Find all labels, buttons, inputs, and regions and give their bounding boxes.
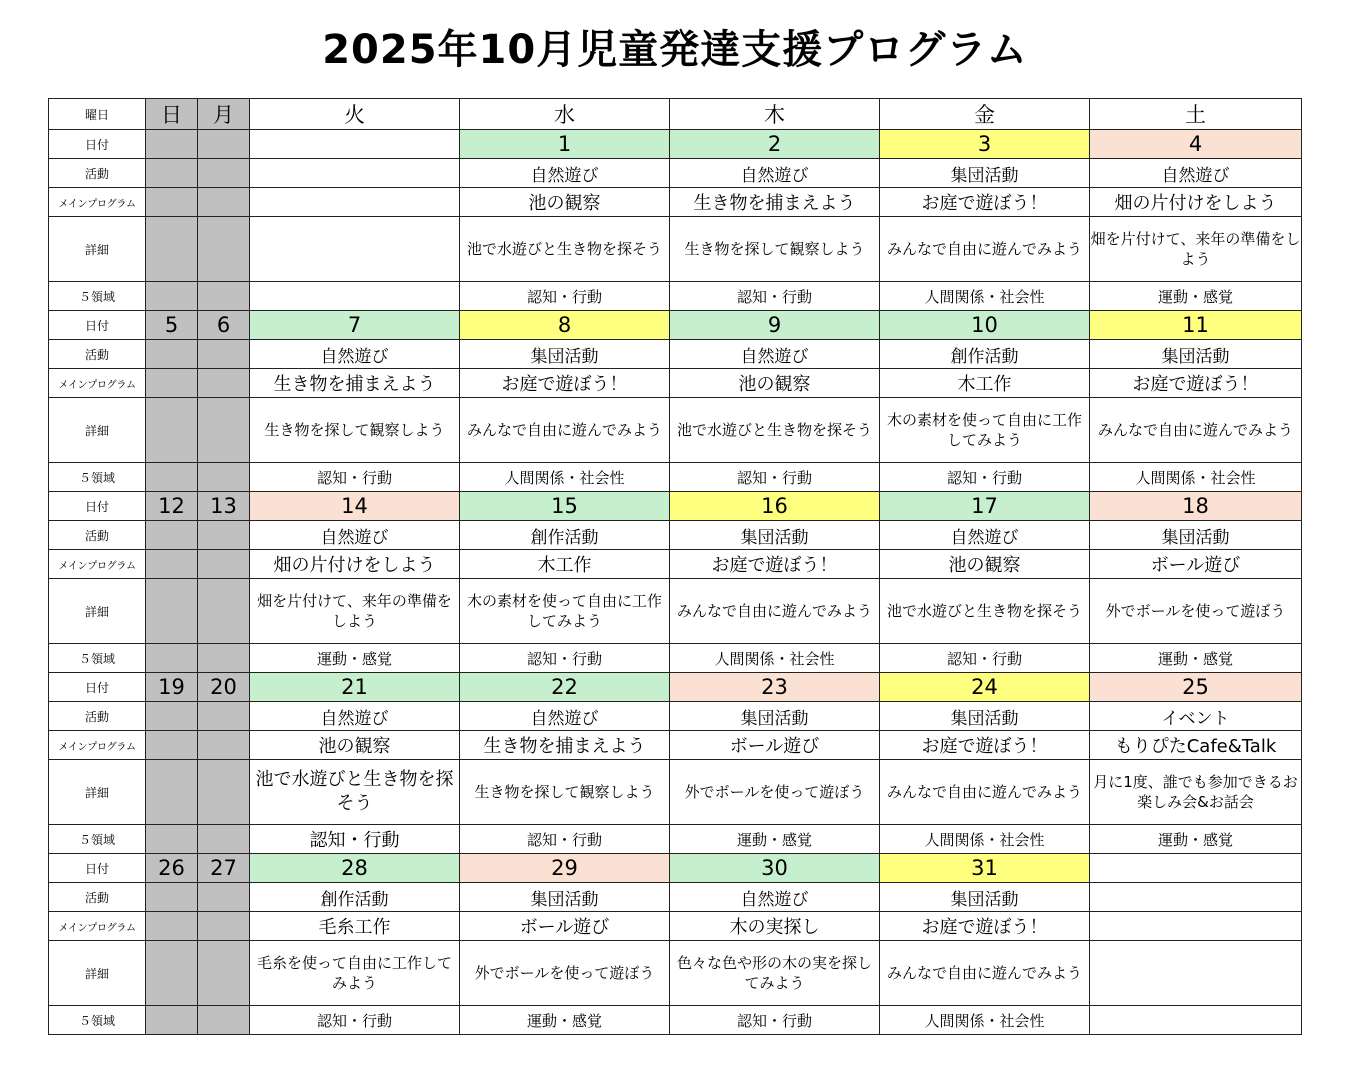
week-2-date-row: [49, 311, 1302, 340]
day-dom-cell: 認知・行動: [460, 825, 670, 854]
day-prog-cell: お庭で遊ぼう！: [1090, 369, 1302, 398]
week-4-date-row: [49, 673, 1302, 702]
day-date-cell: 17: [880, 492, 1090, 521]
day-prog-cell: [250, 188, 460, 217]
row-label-dom: ５領域: [49, 1006, 146, 1035]
weekday-header-row: [49, 99, 1302, 130]
monday-closed-cell: [198, 398, 250, 463]
day-dom-cell: 人間関係・社会性: [880, 1006, 1090, 1035]
day-prog-cell: ボール遊び: [670, 731, 880, 760]
sunday-closed-cell: [146, 912, 198, 941]
day-prog-cell: 生き物を捕まえよう: [250, 369, 460, 398]
day-date-cell: 9: [670, 311, 880, 340]
day-act-cell: [1090, 883, 1302, 912]
sunday-closed-cell: [146, 217, 198, 282]
sunday-date-cell: 5: [146, 311, 198, 340]
day-dom-cell: 運動・感覚: [670, 825, 880, 854]
day-prog-cell: 毛糸工作: [250, 912, 460, 941]
monday-closed-cell: [198, 521, 250, 550]
week-4-prog-row: [49, 731, 1302, 760]
sunday-closed-cell: [146, 282, 198, 311]
day-prog-cell: 池の観察: [880, 550, 1090, 579]
row-label-act: 活動: [49, 883, 146, 912]
day-date-cell: [250, 130, 460, 159]
monday-closed-cell: [198, 883, 250, 912]
day-date-cell: 30: [670, 854, 880, 883]
day-detail-cell: みんなで自由に遊んでみよう: [880, 760, 1090, 825]
day-detail-cell: 生き物を探して観察しよう: [670, 217, 880, 282]
sunday-date-cell: 26: [146, 854, 198, 883]
day-date-cell: 11: [1090, 311, 1302, 340]
row-label-act: 活動: [49, 159, 146, 188]
day-act-cell: 集団活動: [1090, 340, 1302, 369]
day-dom-cell: 人間関係・社会性: [880, 282, 1090, 311]
day-detail-cell: 外でボールを使って遊ぼう: [460, 941, 670, 1006]
day-detail-cell: 木の素材を使って自由に工作してみよう: [460, 579, 670, 644]
monday-closed-cell: [198, 550, 250, 579]
week-3-prog-row: [49, 550, 1302, 579]
week-3-date-row: [49, 492, 1302, 521]
day-date-cell: 23: [670, 673, 880, 702]
day-detail-cell: みんなで自由に遊んでみよう: [880, 941, 1090, 1006]
day-dom-cell: 認知・行動: [670, 1006, 880, 1035]
sunday-date-cell: [146, 130, 198, 159]
day-detail-cell: 色々な色や形の木の実を探してみよう: [670, 941, 880, 1006]
weekday-fri: 金: [880, 99, 1090, 130]
monday-closed-cell: [198, 644, 250, 673]
day-prog-cell: 木の実探し: [670, 912, 880, 941]
day-dom-cell: 認知・行動: [460, 282, 670, 311]
day-act-cell: 集団活動: [460, 883, 670, 912]
day-dom-cell: 認知・行動: [250, 825, 460, 854]
day-date-cell: [1090, 854, 1302, 883]
week-4-detail-row: [49, 760, 1302, 825]
day-dom-cell: 認知・行動: [250, 463, 460, 492]
weekday-sat: 土: [1090, 99, 1302, 130]
row-label-dom: ５領域: [49, 825, 146, 854]
day-detail-cell: 毛糸を使って自由に工作してみよう: [250, 941, 460, 1006]
row-label-prog: メインプログラム: [49, 731, 146, 760]
day-dom-cell: [250, 282, 460, 311]
day-prog-cell: お庭で遊ぼう！: [880, 731, 1090, 760]
day-detail-cell: [250, 217, 460, 282]
day-act-cell: 自然遊び: [460, 702, 670, 731]
day-dom-cell: 運動・感覚: [460, 1006, 670, 1035]
sunday-closed-cell: [146, 644, 198, 673]
day-prog-cell: ボール遊び: [1090, 550, 1302, 579]
day-prog-cell: 池の観察: [670, 369, 880, 398]
day-date-cell: 22: [460, 673, 670, 702]
row-label-detail: 詳細: [49, 760, 146, 825]
program-calendar-table: [48, 98, 1302, 1035]
monday-closed-cell: [198, 825, 250, 854]
day-prog-cell: ボール遊び: [460, 912, 670, 941]
day-act-cell: 自然遊び: [670, 883, 880, 912]
day-detail-cell: 池で水遊びと生き物を探そう: [670, 398, 880, 463]
monday-closed-cell: [198, 463, 250, 492]
monday-date-cell: 13: [198, 492, 250, 521]
sunday-closed-cell: [146, 188, 198, 217]
day-prog-cell: 畑の片付けをしよう: [250, 550, 460, 579]
day-prog-cell: 池の観察: [460, 188, 670, 217]
day-dom-cell: 人間関係・社会性: [460, 463, 670, 492]
day-dom-cell: 運動・感覚: [1090, 282, 1302, 311]
day-dom-cell: 認知・行動: [880, 644, 1090, 673]
day-dom-cell: 人間関係・社会性: [670, 644, 880, 673]
week-4-dom-row: [49, 825, 1302, 854]
day-prog-cell: お庭で遊ぼう！: [460, 369, 670, 398]
monday-closed-cell: [198, 912, 250, 941]
day-prog-cell: お庭で遊ぼう！: [880, 912, 1090, 941]
row-label-date: 日付: [49, 673, 146, 702]
day-detail-cell: みんなで自由に遊んでみよう: [460, 398, 670, 463]
row-label-detail: 詳細: [49, 217, 146, 282]
day-dom-cell: [1090, 1006, 1302, 1035]
monday-closed-cell: [198, 217, 250, 282]
sunday-closed-cell: [146, 1006, 198, 1035]
day-date-cell: 15: [460, 492, 670, 521]
day-detail-cell: 外でボールを使って遊ぼう: [670, 760, 880, 825]
sunday-closed-cell: [146, 340, 198, 369]
weekday-wed: 水: [460, 99, 670, 130]
day-act-cell: 創作活動: [880, 340, 1090, 369]
sunday-closed-cell: [146, 550, 198, 579]
row-label-act: 活動: [49, 521, 146, 550]
day-act-cell: 創作活動: [460, 521, 670, 550]
week-5-dom-row: [49, 1006, 1302, 1035]
day-detail-cell: 月に1度、誰でも参加できるお楽しみ会&お話会: [1090, 760, 1302, 825]
week-3-dom-row: [49, 644, 1302, 673]
weekday-label: 曜日: [49, 99, 146, 130]
day-act-cell: 創作活動: [250, 883, 460, 912]
row-label-detail: 詳細: [49, 941, 146, 1006]
day-date-cell: 29: [460, 854, 670, 883]
row-label-date: 日付: [49, 130, 146, 159]
week-4-act-row: [49, 702, 1302, 731]
day-act-cell: 自然遊び: [1090, 159, 1302, 188]
row-label-act: 活動: [49, 340, 146, 369]
monday-closed-cell: [198, 731, 250, 760]
day-act-cell: 自然遊び: [250, 340, 460, 369]
day-dom-cell: 認知・行動: [250, 1006, 460, 1035]
week-3-detail-row: [49, 579, 1302, 644]
sunday-closed-cell: [146, 579, 198, 644]
day-detail-cell: 生き物を探して観察しよう: [250, 398, 460, 463]
sunday-closed-cell: [146, 398, 198, 463]
day-date-cell: 28: [250, 854, 460, 883]
row-label-dom: ５領域: [49, 463, 146, 492]
day-dom-cell: 運動・感覚: [1090, 825, 1302, 854]
day-detail-cell: 池で水遊びと生き物を探そう: [250, 760, 460, 825]
monday-closed-cell: [198, 340, 250, 369]
day-dom-cell: 人間関係・社会性: [1090, 463, 1302, 492]
day-detail-cell: みんなで自由に遊んでみよう: [670, 579, 880, 644]
day-date-cell: 2: [670, 130, 880, 159]
row-label-date: 日付: [49, 492, 146, 521]
monday-date-cell: 20: [198, 673, 250, 702]
day-act-cell: [250, 159, 460, 188]
week-5-detail-row: [49, 941, 1302, 1006]
day-date-cell: 18: [1090, 492, 1302, 521]
day-detail-cell: 池で水遊びと生き物を探そう: [460, 217, 670, 282]
monday-closed-cell: [198, 188, 250, 217]
sunday-date-cell: 19: [146, 673, 198, 702]
day-date-cell: 8: [460, 311, 670, 340]
weekday-thu: 木: [670, 99, 880, 130]
week-3-act-row: [49, 521, 1302, 550]
monday-date-cell: 6: [198, 311, 250, 340]
sunday-closed-cell: [146, 463, 198, 492]
day-date-cell: 31: [880, 854, 1090, 883]
day-prog-cell: [1090, 912, 1302, 941]
week-2-detail-row: [49, 398, 1302, 463]
monday-closed-cell: [198, 282, 250, 311]
calendar-body: [49, 130, 1302, 1035]
day-act-cell: 自然遊び: [460, 159, 670, 188]
day-dom-cell: 認知・行動: [670, 282, 880, 311]
day-prog-cell: 木工作: [880, 369, 1090, 398]
day-act-cell: 自然遊び: [250, 521, 460, 550]
row-label-prog: メインプログラム: [49, 550, 146, 579]
sunday-closed-cell: [146, 825, 198, 854]
day-act-cell: 自然遊び: [250, 702, 460, 731]
row-label-prog: メインプログラム: [49, 912, 146, 941]
day-act-cell: 集団活動: [670, 702, 880, 731]
day-prog-cell: 木工作: [460, 550, 670, 579]
week-2-prog-row: [49, 369, 1302, 398]
monday-date-cell: 27: [198, 854, 250, 883]
day-act-cell: 集団活動: [880, 159, 1090, 188]
row-label-prog: メインプログラム: [49, 188, 146, 217]
sunday-closed-cell: [146, 159, 198, 188]
monday-closed-cell: [198, 760, 250, 825]
row-label-detail: 詳細: [49, 398, 146, 463]
day-date-cell: 21: [250, 673, 460, 702]
day-date-cell: 3: [880, 130, 1090, 159]
day-prog-cell: お庭で遊ぼう！: [880, 188, 1090, 217]
day-detail-cell: 生き物を探して観察しよう: [460, 760, 670, 825]
row-label-date: 日付: [49, 854, 146, 883]
day-date-cell: 7: [250, 311, 460, 340]
sunday-closed-cell: [146, 760, 198, 825]
day-detail-cell: みんなで自由に遊んでみよう: [880, 217, 1090, 282]
sunday-closed-cell: [146, 702, 198, 731]
week-1-date-row: [49, 130, 1302, 159]
weekday-tue: 火: [250, 99, 460, 130]
monday-date-cell: [198, 130, 250, 159]
row-label-detail: 詳細: [49, 579, 146, 644]
day-act-cell: 集団活動: [1090, 521, 1302, 550]
monday-closed-cell: [198, 702, 250, 731]
day-date-cell: 16: [670, 492, 880, 521]
day-date-cell: 10: [880, 311, 1090, 340]
day-act-cell: 集団活動: [670, 521, 880, 550]
weekday-sun: 日: [146, 99, 198, 130]
day-prog-cell: 池の観察: [250, 731, 460, 760]
day-dom-cell: 認知・行動: [880, 463, 1090, 492]
day-act-cell: イベント: [1090, 702, 1302, 731]
day-date-cell: 14: [250, 492, 460, 521]
week-1-dom-row: [49, 282, 1302, 311]
row-label-date: 日付: [49, 311, 146, 340]
day-prog-cell: お庭で遊ぼう！: [670, 550, 880, 579]
sunday-closed-cell: [146, 369, 198, 398]
week-2-dom-row: [49, 463, 1302, 492]
day-prog-cell: 生き物を捕まえよう: [460, 731, 670, 760]
day-date-cell: 25: [1090, 673, 1302, 702]
day-detail-cell: 畑を片付けて、来年の準備をしよう: [250, 579, 460, 644]
day-date-cell: 1: [460, 130, 670, 159]
day-prog-cell: 生き物を捕まえよう: [670, 188, 880, 217]
day-detail-cell: 木の素材を使って自由に工作してみよう: [880, 398, 1090, 463]
weekday-mon: 月: [198, 99, 250, 130]
day-act-cell: 自然遊び: [670, 340, 880, 369]
sunday-closed-cell: [146, 883, 198, 912]
sunday-closed-cell: [146, 941, 198, 1006]
day-date-cell: 24: [880, 673, 1090, 702]
day-dom-cell: 人間関係・社会性: [880, 825, 1090, 854]
sunday-closed-cell: [146, 521, 198, 550]
sunday-date-cell: 12: [146, 492, 198, 521]
row-label-dom: ５領域: [49, 282, 146, 311]
monday-closed-cell: [198, 369, 250, 398]
week-2-act-row: [49, 340, 1302, 369]
day-dom-cell: 運動・感覚: [250, 644, 460, 673]
monday-closed-cell: [198, 579, 250, 644]
day-detail-cell: 畑を片付けて、来年の準備をしよう: [1090, 217, 1302, 282]
day-dom-cell: 認知・行動: [460, 644, 670, 673]
day-detail-cell: 池で水遊びと生き物を探そう: [880, 579, 1090, 644]
week-1-act-row: [49, 159, 1302, 188]
row-label-act: 活動: [49, 702, 146, 731]
page-title: 2025年10月児童発達支援プログラム: [322, 27, 1028, 73]
day-act-cell: 集団活動: [460, 340, 670, 369]
day-prog-cell: 畑の片付けをしよう: [1090, 188, 1302, 217]
day-act-cell: 自然遊び: [880, 521, 1090, 550]
day-act-cell: 集団活動: [880, 883, 1090, 912]
week-5-prog-row: [49, 912, 1302, 941]
week-5-act-row: [49, 883, 1302, 912]
sunday-closed-cell: [146, 731, 198, 760]
monday-closed-cell: [198, 1006, 250, 1035]
week-5-date-row: [49, 854, 1302, 883]
week-1-prog-row: [49, 188, 1302, 217]
monday-closed-cell: [198, 159, 250, 188]
day-detail-cell: [1090, 941, 1302, 1006]
row-label-dom: ５領域: [49, 644, 146, 673]
day-act-cell: 自然遊び: [670, 159, 880, 188]
day-detail-cell: みんなで自由に遊んでみよう: [1090, 398, 1302, 463]
week-1-detail-row: [49, 217, 1302, 282]
day-dom-cell: 認知・行動: [670, 463, 880, 492]
row-label-prog: メインプログラム: [49, 369, 146, 398]
day-act-cell: 集団活動: [880, 702, 1090, 731]
day-date-cell: 4: [1090, 130, 1302, 159]
day-detail-cell: 外でボールを使って遊ぼう: [1090, 579, 1302, 644]
monday-closed-cell: [198, 941, 250, 1006]
day-dom-cell: 運動・感覚: [1090, 644, 1302, 673]
day-prog-cell: もりぴたCafe&Talk: [1090, 731, 1302, 760]
